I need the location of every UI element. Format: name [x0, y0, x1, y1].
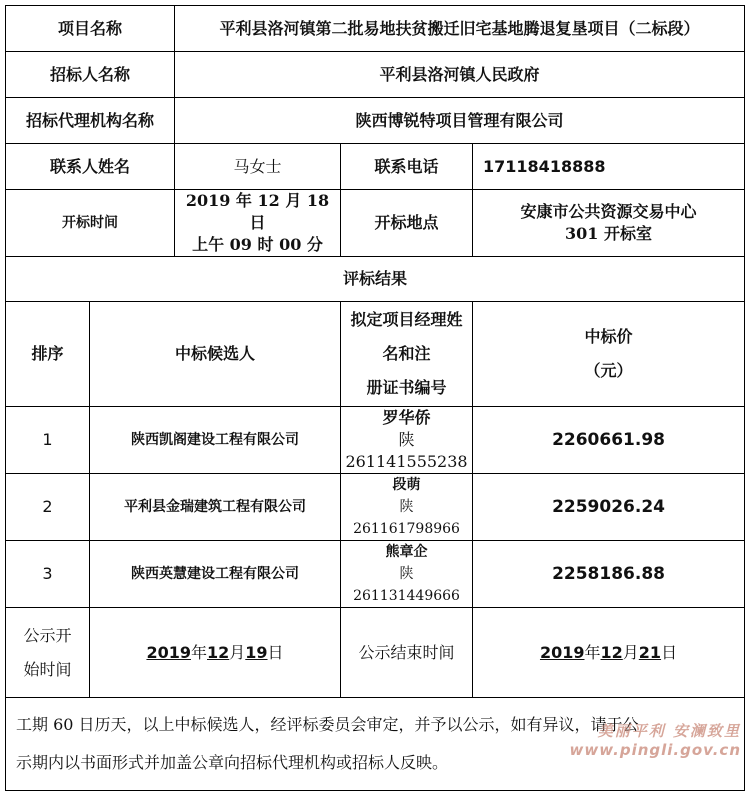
publicity-row [6, 608, 745, 698]
tenderer-label: 招标人名称 [6, 52, 175, 98]
company-cell: 平利县金瑞建筑工程有限公司 [90, 474, 341, 541]
col-manager-header: 拟定项目经理姓名和注 册证书编号 [341, 302, 473, 407]
col-candidate-header: 中标候选人 [90, 302, 341, 407]
manager-cell [341, 407, 473, 474]
tenderer-value: 平利县洛河镇人民政府 [175, 52, 745, 98]
contact-value: 马女士 [175, 144, 341, 190]
notice-text: 工期 60 日历天，以上中标候选人，经评标委员会审定，并予以公示，如有异议，请于公 示期内以书面形式并加盖公章向招标代理机构或招标人反映。 [6, 698, 745, 791]
manager-name: 段萌 [392, 477, 421, 493]
contact-label: 联系人姓名 [6, 144, 175, 190]
open-time-clock: 上午 09 时 00 分 [192, 235, 323, 254]
rank-cell: 1 [6, 407, 90, 474]
results-header-row [6, 302, 745, 407]
open-time-date: 2019 年 12 月 18 日 [185, 191, 330, 232]
price-cell: 2260661.98 [473, 407, 745, 474]
publicity-end-date: 2019年12月21日 [473, 608, 745, 698]
rank-cell: 2 [6, 474, 90, 541]
manager-cell [341, 541, 473, 608]
contact-row [6, 144, 745, 190]
agency-value: 陕西博锐特项目管理有限公司 [175, 98, 745, 144]
agency-label: 招标代理机构名称 [6, 98, 175, 144]
results-title-row [6, 257, 745, 302]
manager-cert: 陕 261141555238 [345, 430, 468, 471]
open-time-label: 开标时间 [6, 190, 175, 257]
open-place-label: 开标地点 [341, 190, 473, 257]
manager-cert: 陕 261131449666 [353, 566, 460, 604]
price-cell: 2258186.88 [473, 541, 745, 608]
table-row [6, 474, 745, 541]
manager-name: 熊章企 [385, 544, 428, 560]
manager-cert: 陕 261161798966 [353, 499, 460, 537]
project-name-value: 平利县洛河镇第二批易地扶贫搬迁旧宅基地腾退复垦项目（二标段） [175, 6, 745, 52]
results-section-title: 评标结果 [6, 257, 745, 302]
publicity-start-label: 公示开 始时间 [6, 608, 90, 698]
col-rank-header: 排序 [6, 302, 90, 407]
open-place-value [473, 190, 745, 257]
table-row [6, 407, 745, 474]
company-cell: 陕西英慧建设工程有限公司 [90, 541, 341, 608]
manager-cell [341, 474, 473, 541]
table-row [6, 541, 745, 608]
price-cell: 2259026.24 [473, 474, 745, 541]
site-watermark [536, 720, 741, 759]
phone-value: 17118418888 [473, 144, 745, 190]
open-time-value [175, 190, 341, 257]
phone-label: 联系电话 [341, 144, 473, 190]
watermark-slogan: 美丽平利 安澜致里 [597, 722, 741, 740]
opening-row [6, 190, 745, 257]
project-name-row [6, 6, 745, 52]
company-cell: 陕西凯阁建设工程有限公司 [90, 407, 341, 474]
watermark-url: www.pingli.gov.cn [569, 741, 741, 759]
publicity-start-date: 2019年12月19日 [90, 608, 341, 698]
bid-result-table [5, 5, 745, 791]
manager-name: 罗华侨 [382, 408, 431, 427]
open-place-venue: 安康市公共资源交易中心 [520, 202, 697, 221]
bid-announcement-document [5, 5, 744, 772]
publicity-end-label: 公示结束时间 [341, 608, 473, 698]
project-name-label: 项目名称 [6, 6, 175, 52]
open-place-room: 301 开标室 [565, 224, 653, 243]
rank-cell: 3 [6, 541, 90, 608]
tenderer-row [6, 52, 745, 98]
col-price-header: 中标价 （元） [473, 302, 745, 407]
agency-row [6, 98, 745, 144]
